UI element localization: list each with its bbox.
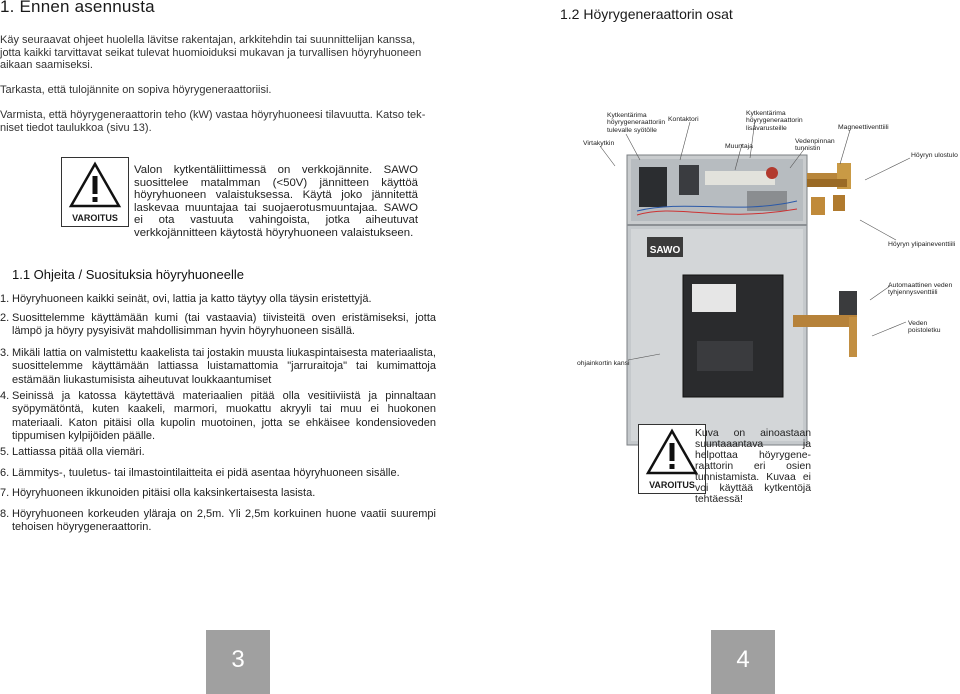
page-title-right: 1.2 Höyrygeneraattorin osat: [560, 6, 733, 22]
label-magneettiventtiili: Magneettiventtiili: [838, 124, 889, 131]
section-title: 1.1 Ohjeita / Suosituksia höyryhuoneelle: [12, 267, 244, 282]
warning-box-left: [61, 157, 129, 227]
label-automaattinen-tyhjennysventtiili: Automaattinen veden tyhjennysventtiili: [888, 282, 953, 297]
label-vedenpinnan-tunnistin: Vedenpinnan tunnistin: [795, 138, 835, 153]
label-ohjainkortin-kansi: ohjainkortin kansi: [577, 360, 630, 367]
page-number-left: 3: [206, 630, 270, 694]
label-veden-poistoletku: Veden poistoletku: [908, 320, 941, 335]
callout-lines: [560, 100, 960, 400]
check-voltage-text: Tarkasta, että tulojännite on sopiva höyrygeneraattoriisi.: [0, 84, 272, 96]
label-kytkentarima-input: Kytkentärima höyrygeneraattoriin tulevalle syötölle: [607, 112, 666, 134]
warning-triangle-icon: [62, 158, 128, 214]
label-kontaktori: Kontaktori: [668, 116, 699, 123]
warning-label: VAROITUS: [72, 213, 118, 223]
label-hoyryn-ulostulo: Höyryn ulostulo: [911, 152, 958, 159]
label-kytkentarima-accessories: Kytkentärima höyrygeneraattorin lisävarusteille: [746, 110, 803, 132]
warning-label: VAROITUS: [649, 480, 695, 490]
intro-paragraph: Käy seuraavat ohjeet huolella lävitse rakentajan, arkkitehdin tai suunnittelijan kanssa, jotta kaikki tarvittavat seikat tulevat huomioiduksi mukavan ja turvallisen höyryhuoneen aikaan saamiseksi.: [0, 34, 422, 71]
warning-text-left: Valon kytkentäliittimessä on verkkojännite. SAWO suosittelee matalmman (<50V) jännitteen käyttöä höyryhuoneen valaistuksessa. Käytä joko jännitettä laskevaa muuntajaa tai suojaerotusmuuntajaa. SAWO ei ota vastuuta vahingoista, jotka aiheutuvat verkkojännitteen käytostä höyryhuoneen valaistukseen.: [134, 164, 418, 239]
brand-logo: SAWO: [649, 245, 681, 256]
check-power-text: Varmista, että höyrygeneraattorin teho (kW) vastaa höyryhuoneesi tilavuutta. Katso tekniset tiedot taulukkoa (sivu 13).: [0, 109, 426, 134]
label-muuntaja: Muuntaja: [725, 143, 753, 150]
label-hoyryn-ylipaineventtiili: Höyryn ylipaineventtiili: [888, 241, 956, 248]
page-number-right: 4: [711, 630, 775, 694]
warning-text-right: Kuva on ainoastaan suuntaaantava ja helpottaa höyrygeneraattorin eri osien tunnistamista. Kuvaa ei voi käyttää kytkentöjä tehtäessä!: [695, 428, 811, 505]
page-title-left: 1. Ennen asennusta: [0, 0, 155, 16]
label-virtakytkin: Virtakytkin: [583, 140, 615, 147]
